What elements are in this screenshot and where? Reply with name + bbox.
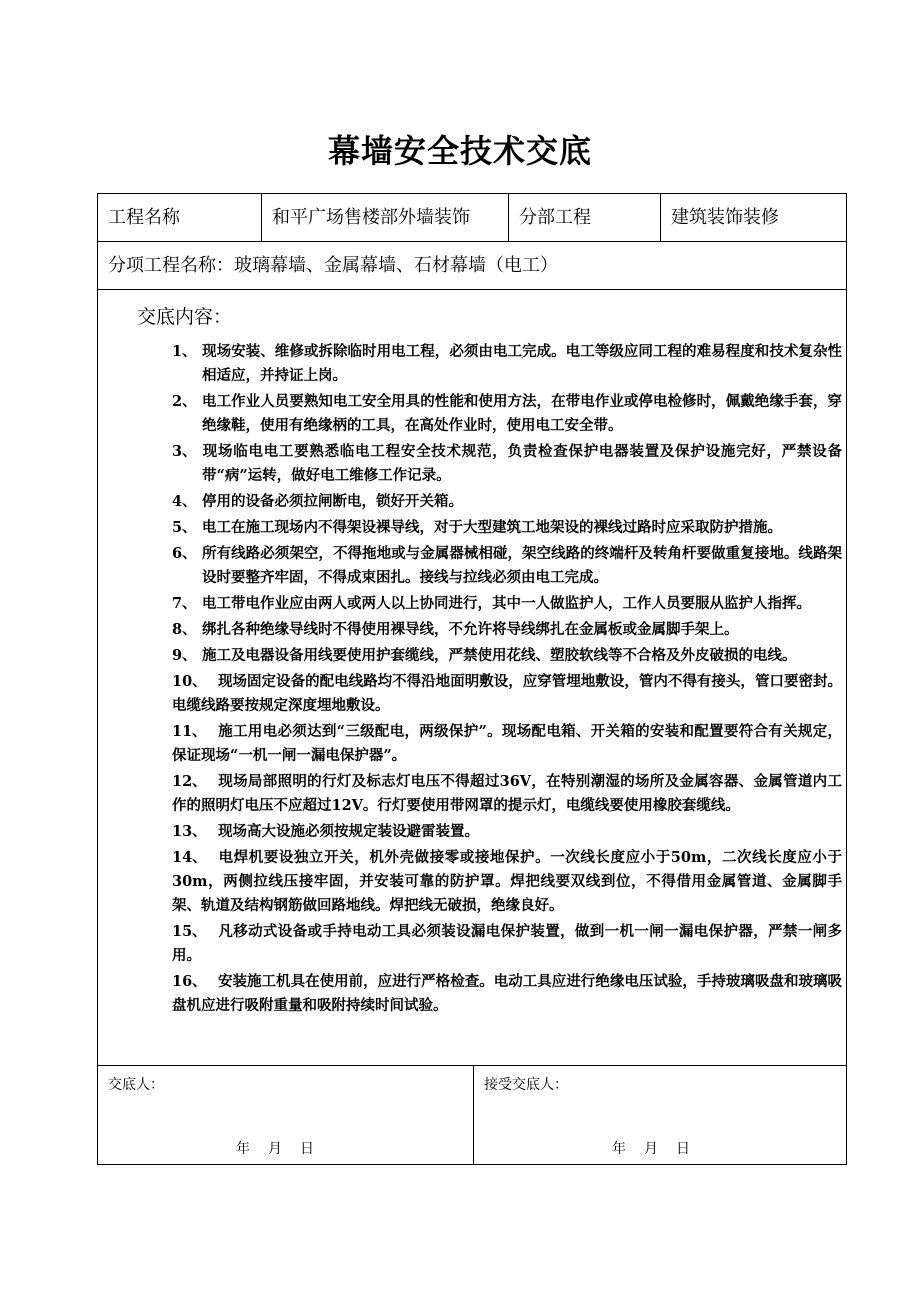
list-item [172,970,842,1018]
item-text: 所有线路必须架空，不得拖地或与金属器械相碰，架空线路的终端杆及转角杆要做重复接地。线路架设时要整齐牢固，不得成束困扎。接线与拉线必须由电工完成。 [202,545,842,586]
item-text: 现场临电电工要熟悉临电工程安全技术规范，负责检查保护电器装置及保护设施完好，严禁设备带“病”运转，做好电工维修工作记录。 [202,443,842,484]
list-item [172,720,842,768]
item-number: 12、 [172,773,207,790]
item-text: 施工及电器设备用线要使用护套缆线，严禁使用花线、塑胶软线等不合格及外皮破损的电线。 [202,647,797,664]
year-label: 年 [612,1141,626,1157]
item-number: 16、 [172,973,207,990]
subitem-name: 分项工程名称：玻璃幕墙、金属幕墙、石材幕墙（电工） [98,242,846,290]
list-item [172,592,842,616]
receiver-date [612,1138,708,1158]
item-number: 1、 [172,343,197,360]
list-item [172,340,842,388]
item-text: 电工在施工现场内不得架设裸导线，对于大型建筑工地架设的裸线过路时应采取防护措施。 [202,519,782,536]
item-number: 2、 [172,393,197,410]
division-label: 分部工程 [509,194,661,241]
year-label: 年 [236,1141,250,1157]
receiver-label: 接受交底人： [484,1077,568,1093]
project-name-label: 工程名称 [98,194,262,241]
item-text: 绑扎各种绝缘导线时不得使用裸导线，不允许将导线绑扎在金属板或金属脚手架上。 [202,621,739,638]
list-item [172,820,842,844]
content-section [98,290,846,1066]
item-text: 施工用电必须达到“三级配电，两级保护”。现场配电箱、开关箱的安装和配置要符合有关规定，保证现场“一机一闸一漏电保护器”。 [172,723,842,764]
item-number: 14、 [172,849,207,866]
item-number: 10、 [172,673,207,690]
list-item [172,920,842,968]
item-number: 8、 [172,621,197,638]
disclosure-table [97,193,847,1165]
content-heading: 交底内容： [137,306,233,328]
list-item [172,644,842,668]
day-label: 日 [676,1141,690,1157]
item-list [172,340,842,1020]
month-label: 月 [644,1141,658,1157]
item-text: 停用的设备必须拉闸断电，锁好开关箱。 [202,493,463,510]
item-text: 电工作业人员要熟知电工安全用具的性能和使用方法，在带电作业或停电检修时，佩戴绝缘手套，穿绝缘鞋，使用有绝缘柄的工具，在高处作业时，使用电工安全带。 [202,393,842,434]
list-item [172,440,842,488]
list-item [172,846,842,918]
item-text: 电工带电作业应由两人或两人以上协同进行，其中一人做监护人，工作人员要服从监护人指挥。 [202,595,811,612]
list-item [172,670,842,718]
item-number: 5、 [172,519,197,536]
division-value: 建筑装饰装修 [671,207,779,228]
day-label: 日 [300,1141,314,1157]
item-number: 13、 [172,823,207,840]
item-text: 现场高大设施必须按规定装设避雷装置。 [218,823,479,840]
month-label: 月 [268,1141,282,1157]
item-number: 15、 [172,923,207,940]
item-number: 9、 [172,647,197,664]
list-item [172,542,842,590]
giver-label: 交底人： [108,1077,164,1093]
item-text: 安装施工机具在使用前，应进行严格检查。电动工具应进行绝缘电压试验，手持玻璃吸盘和玻璃吸盘机应进行吸附重量和吸附持续时间试验。 [172,973,842,1014]
list-item [172,390,842,438]
list-item [172,618,842,642]
project-name-value: 和平广场售楼部外墙装饰 [262,194,509,241]
item-number: 6、 [172,545,197,562]
item-text: 现场安装、维修或拆除临时用电工程，必须由电工完成。电工等级应同工程的难易程度和技术复杂性相适应，并持证上岗。 [202,343,842,384]
item-number: 7、 [172,595,197,612]
item-text: 现场固定设备的配电线路均不得沿地面明敷设，应穿管埋地敷设，管内不得有接头，管口要密封。电缆线路要按规定深度埋地敷设。 [172,673,842,714]
list-item [172,490,842,514]
header-row [98,194,846,242]
list-item [172,770,842,818]
item-number: 3、 [172,443,197,460]
item-number: 4、 [172,493,197,510]
giver-date [236,1138,332,1158]
receiver-signature-cell [474,1066,846,1164]
giver-signature-cell [98,1066,474,1164]
item-text: 电焊机要设独立开关，机外壳做接零或接地保护。一次线长度应小于50m，二次线长度应小于30m，两侧拉线压接牢固，并安装可靠的防护罩。焊把线要双线到位，不得借用金属管道、金属脚手架、轨道及结构钢筋做回路地线。焊把线无破损，绝缘良好。 [172,849,842,914]
page-title: 幕墙安全技术交底 [327,132,592,170]
list-item [172,516,842,540]
item-text: 凡移动式设备或手持电动工具必须装设漏电保护装置，做到一机一闸一漏电保护器，严禁一闸多用。 [172,923,842,964]
item-text: 现场局部照明的行灯及标志灯电压不得超过36V，在特别潮湿的场所及金属容器、金属管道内工作的照明灯电压不应超过12V。行灯要使用带网罩的提示灯，电缆线要使用橡胶套缆线。 [172,773,842,814]
item-number: 11、 [172,723,207,740]
